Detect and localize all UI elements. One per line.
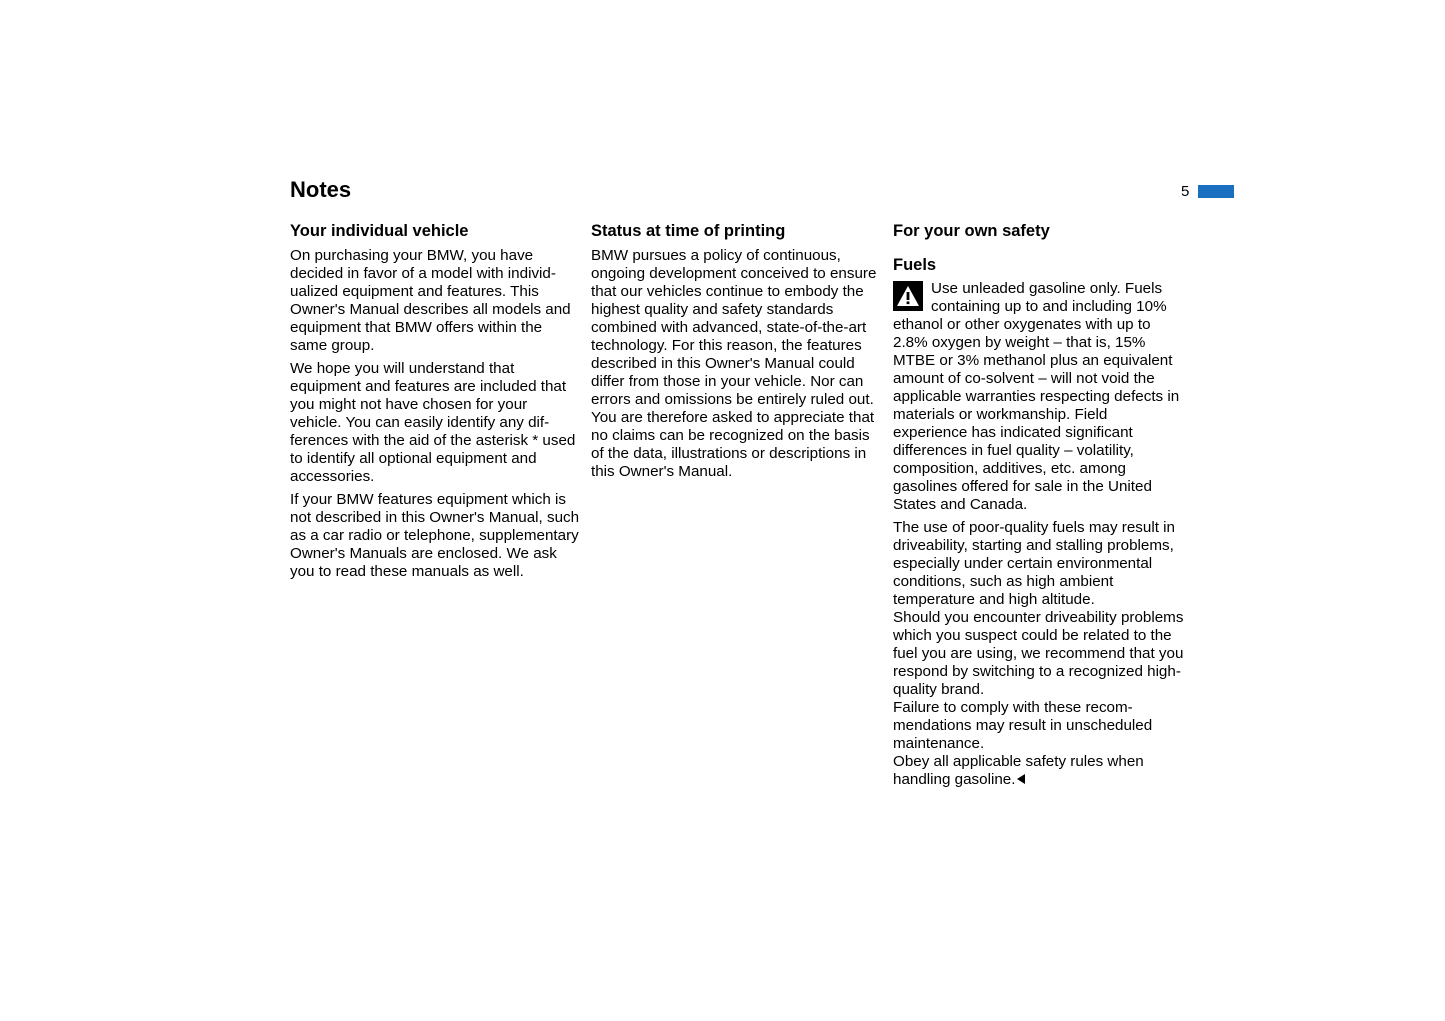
paragraph: Use unleaded gasoline only. Fuels containing up to and including 10% ethanol or other oxygenates with up to 2.8% oxygen by weight – that is, 15% MTBE or 3% methanol plus an equivalent amount of co-solvent – will not void the applicable warranties respecting defects in materials or workmanship. Field experience has indicated significant differences in fuel quality – volatility, composition, additives, etc. among gasolines offered for sale in the United States and Canada.	[893, 280, 1180, 513]
paragraph: We hope you will understand that equipment and features are included that you might not have chosen for your vehicle. You can easily identify any differences with the aid of the asterisk * used to identify all optional equipment and accessories.	[290, 360, 576, 485]
column-individual-vehicle	[290, 220, 582, 586]
fuel-warning-block	[893, 280, 1185, 514]
sub-heading-fuels: Fuels	[893, 256, 937, 274]
column-status-printing	[591, 220, 883, 486]
warning-triangle-icon	[893, 281, 923, 311]
paragraph: If your BMW features equipment which is not described in this Owner's Manual, such as a car radio or telephone, supplementary Owner's Manuals are enclosed. We ask you to read these manuals as well.	[290, 491, 580, 580]
paragraph: Failure to comply with these recommendations may result in unscheduled maintenance.	[893, 699, 1153, 752]
paragraph: The use of poor-quality fuels may result in driveability, starting and stalling problems, especially under certain environmental conditions, such as high ambient temperature and high altitude.	[893, 519, 1175, 608]
end-of-section-marker-icon	[1017, 774, 1025, 784]
page-number: 5	[1181, 183, 1190, 200]
paragraph-text: Obey all applicable safety rules when handling gasoline.	[893, 753, 1144, 788]
section-heading-status-printing: Status at time of printing	[591, 222, 786, 240]
page-accent-bar	[1198, 185, 1234, 198]
paragraph: On purchasing your BMW, you have decided in favor of a model with individualized equipment and features. This Owner's Manual describes all models and equipment that BMW offers within the same group.	[290, 247, 571, 354]
paragraph: BMW pursues a policy of continuous, ongoing development conceived to ensure that our vehicles continue to embody the highest quality and safety standards combined with advanced, state-of-the-art technology. For this reason, the features described in this Owner's Manual could differ from those in your vehicle. Nor can errors and omissions be entirely ruled out. You are therefore asked to appreciate that no claims can be recognized on the basis of the data, illustrations or descriptions in this Owner's Manual.	[591, 247, 877, 480]
column-own-safety	[893, 220, 1185, 794]
section-heading-individual-vehicle: Your individual vehicle	[290, 222, 469, 240]
paragraph-last	[893, 753, 1185, 789]
paragraph: Should you encounter driveability problems which you suspect could be related to the fuel you are using, we recommend that you respond by switching to a recognized high-quality brand.	[893, 609, 1184, 698]
section-heading-own-safety: For your own safety	[893, 222, 1050, 240]
page-title: Notes	[290, 177, 352, 202]
